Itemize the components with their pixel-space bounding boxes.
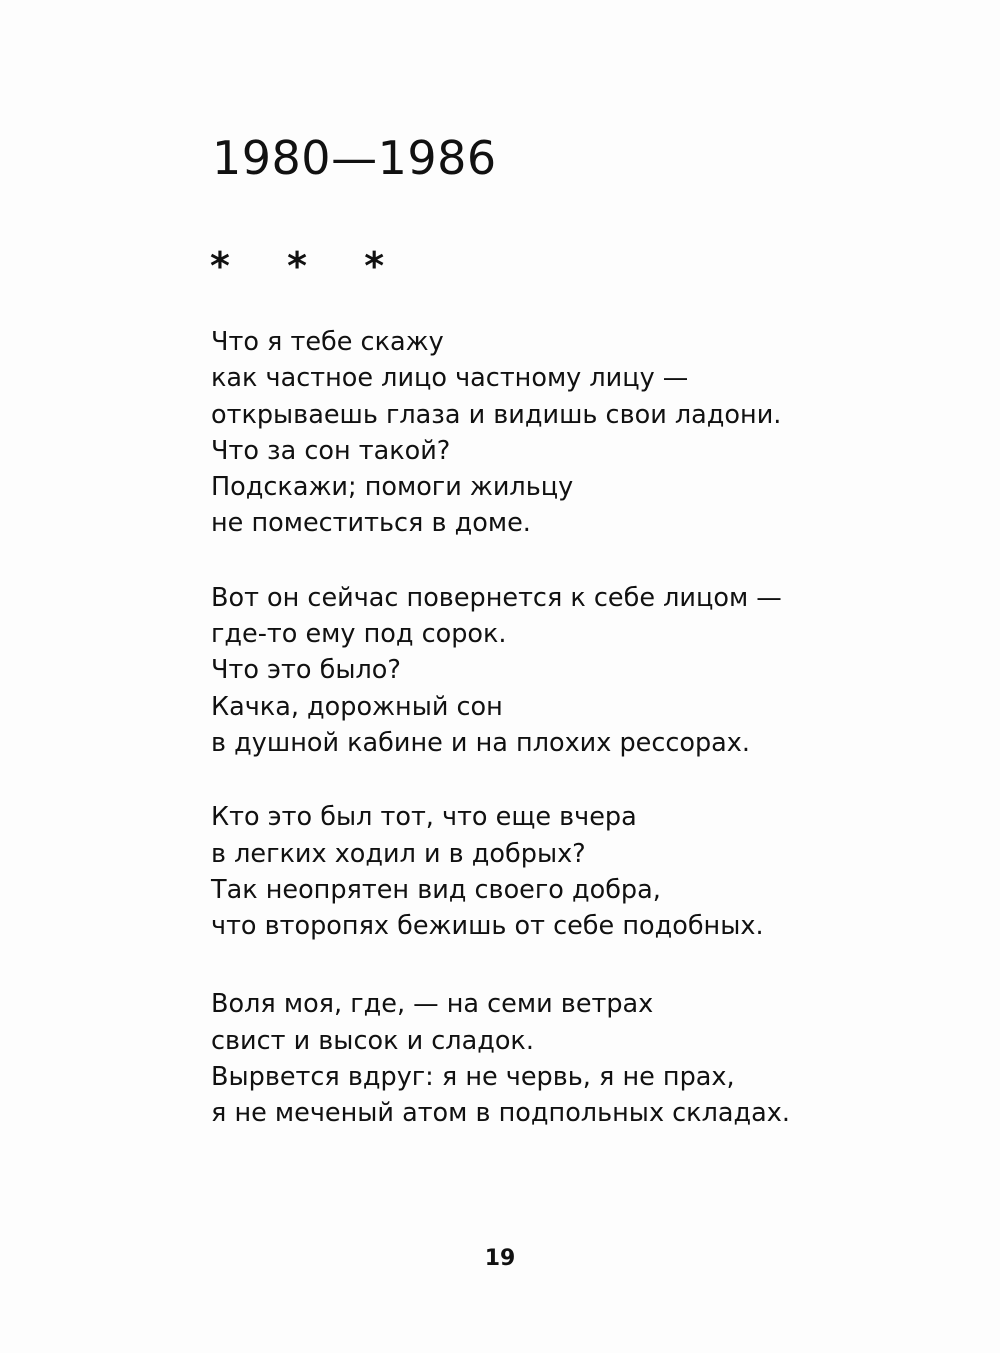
poem-line: что второпях бежишь от себе подобных. bbox=[211, 911, 764, 942]
page-number: 19 bbox=[484, 1246, 516, 1271]
poem-line: где-то ему под сорок. bbox=[211, 619, 507, 650]
section-title: 1980—1986 bbox=[212, 131, 497, 185]
poem-line: я не меченый атом в подпольных складах. bbox=[211, 1098, 790, 1129]
stanza bbox=[211, 324, 851, 542]
poem-line: как частное лицо частному лицу — bbox=[211, 363, 689, 394]
poem-line: Вот он сейчас повернется к себе лицом — bbox=[211, 582, 782, 613]
poem-line: не поместиться в доме. bbox=[211, 508, 531, 539]
poem-line: Подскажи; помоги жильцу bbox=[211, 472, 574, 503]
stanza bbox=[211, 580, 851, 761]
poem-line: Кто это был тот, что еще вчера bbox=[211, 802, 637, 833]
poem-line: Что за сон такой? bbox=[211, 435, 451, 466]
poem-line: Качка, дорожный сон bbox=[211, 691, 503, 722]
stanza bbox=[211, 799, 851, 944]
poem bbox=[211, 324, 851, 1170]
poem-line: открываешь глаза и видишь свои ладони. bbox=[211, 399, 782, 430]
stanza bbox=[211, 986, 851, 1131]
poem-line: в легких ходил и в добрых? bbox=[211, 838, 586, 869]
poem-line: Так неопрятен вид своего добра, bbox=[211, 874, 661, 905]
poem-line: Что я тебе скажу bbox=[211, 327, 444, 357]
poem-marker: * * * bbox=[210, 244, 407, 288]
poem-line: Воля моя, где, — на семи ветрах bbox=[211, 989, 654, 1020]
poem-line: Что это было? bbox=[211, 655, 401, 686]
poem-line: в душной кабине и на плохих рессорах. bbox=[211, 727, 750, 758]
poem-line: Вырвется вдруг: я не червь, я не прах, bbox=[211, 1062, 735, 1093]
poem-line: свист и высок и сладок. bbox=[211, 1025, 534, 1056]
